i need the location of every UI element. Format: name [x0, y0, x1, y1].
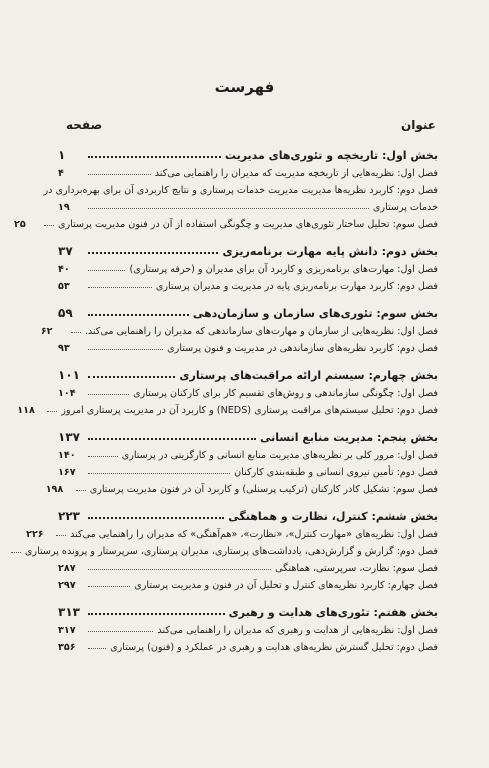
toc-chapter-entry-title: فصل چهارم: کاربرد نظریه‌های کنترل و تحلیل آن در فنون و مدیریت پرستاری [134, 580, 438, 591]
toc-part-heading[interactable] [58, 425, 438, 444]
toc-chapter-entry-title: فصل دوم: تحلیل گسترش نظریه‌های هدایت و رهبری در عملکرد و (فنون) پرستاری [110, 642, 438, 653]
toc-chapter-entry[interactable] [58, 258, 438, 275]
dot-leader [88, 349, 163, 350]
toc-chapter-entry-title: فصل دوم: گزارش و گزارش‌دهی، یادداشت‌های پرستاری، مدیران پرستاری، سرپرستار و پرونده پرستاری [24, 546, 438, 557]
toc-section [58, 239, 438, 292]
toc-chapter-entry[interactable] [58, 461, 438, 478]
toc-part-heading-title: بخش اول: تاریخچه و تئوری‌های مدیریت [224, 149, 438, 162]
dot-leader [88, 314, 189, 316]
toc-chapter-entry-title: فصل دوم: تحلیل سیستم‌های مراقبت پرستاری (NEDS) و کاربرد آن در مدیریت پرستاری امروز [61, 405, 438, 416]
toc-chapter-entry[interactable] [24, 540, 438, 557]
toc-chapter-entry-page-number: ۴۰ [58, 264, 70, 275]
toc-section [17, 363, 438, 416]
dot-leader [88, 613, 225, 615]
toc-part-heading-page-number: ۱ [58, 148, 66, 162]
toc-chapter-entry-page-number: ۱۹۸ [45, 484, 64, 495]
dot-leader [88, 456, 118, 457]
toc-chapter-entry-title: خدمات پرستاری [372, 202, 438, 213]
dot-leader [88, 438, 256, 440]
toc-chapter-entry-page-number [0, 546, 7, 557]
dot-leader [88, 174, 151, 175]
dot-leader [71, 332, 81, 333]
toc-chapter-entry[interactable] [58, 382, 438, 399]
toc-chapter-entry-title: فصل اول: نظریه‌هایی از هدایت و رهبری که مدیران را راهنمایی می‌کند [157, 625, 438, 636]
toc-chapter-entry[interactable] [17, 399, 438, 416]
toc-chapter-entry-title: فصل سوم: نظارت، سرپرستی، هماهنگی [275, 563, 438, 574]
toc-chapter-entry[interactable] [58, 619, 438, 636]
toc-chapter-entry-page-number: ۶۲ [40, 326, 53, 337]
toc-chapter-entry-title: فصل اول: نظریه‌های «مهارت کنترل»، «نظارت»، «هم‌آهنگی» که مدیران را راهنمایی می‌کند [70, 529, 438, 540]
dot-leader [88, 287, 152, 288]
dot-leader [88, 631, 153, 632]
toc-chapter-entry-title: فصل اول: چگونگی سازماندهی و روش‌های تقسیم کار برای کارکنان پرستاری [133, 388, 438, 399]
dot-leader [88, 517, 224, 519]
toc-chapter-entry-page-number: ۳۵۶ [58, 642, 76, 653]
toc-chapter-entry[interactable] [58, 636, 438, 653]
dot-leader [88, 648, 106, 649]
dot-leader [76, 490, 86, 491]
dot-leader [44, 225, 54, 226]
toc-chapter-entry[interactable] [58, 557, 438, 574]
toc-part-heading-title: بخش ششم: کنترل، نظارت و هماهنگی [228, 510, 438, 523]
toc-section [45, 425, 438, 495]
toc-chapter-entry-title: فصل دوم: کاربرد نظریه‌های سازماندهی در مدیریت و فنون پرستاری [167, 343, 438, 354]
dot-leader [88, 394, 129, 395]
toc-header [66, 118, 436, 132]
dot-leader [88, 473, 230, 474]
toc-chapter-entry[interactable] [26, 523, 438, 540]
toc-chapter-entry[interactable] [43, 179, 438, 196]
toc-part-heading-page-number: ۳۱۳ [58, 605, 80, 619]
toc-section [24, 504, 438, 591]
toc-part-heading[interactable] [58, 239, 438, 258]
toc-chapter-entry[interactable] [58, 275, 438, 292]
toc-chapter-entry[interactable] [58, 196, 438, 213]
toc-chapter-entry[interactable] [40, 320, 438, 337]
toc-chapter-entry[interactable] [58, 444, 438, 461]
toc-chapter-entry-page-number: ۱۶۷ [58, 467, 76, 478]
toc-chapter-entry-page-number: ۳۱۷ [58, 625, 76, 636]
toc-chapter-entry-page-number: ۵۳ [58, 281, 70, 292]
dot-leader [11, 552, 21, 553]
toc-chapter-entry[interactable] [58, 574, 438, 591]
toc-chapter-entry-title: فصل اول: نظریه‌هایی از تاریخچه مدیریت که مدیران را راهنمایی می‌کند [154, 168, 438, 179]
dot-leader [88, 156, 221, 158]
toc-part-heading-title: بخش دوم: دانش پایه مهارت برنامه‌ریزی [222, 245, 438, 258]
page-title: فهرست [214, 78, 275, 96]
dot-leader [88, 208, 369, 209]
page-column-heading: صفحه [66, 118, 103, 132]
toc-chapter-entry-page-number: ۱۹ [58, 202, 70, 213]
dot-leader [88, 586, 130, 587]
table-of-contents [13, 143, 438, 662]
toc-chapter-entry-title: فصل دوم: کاربرد مهارت برنامه‌ریزی پایه در مدیریت و مدیران پرستاری [155, 281, 438, 292]
toc-chapter-entry[interactable] [58, 162, 438, 179]
dot-leader [88, 252, 218, 254]
toc-section [58, 600, 438, 653]
toc-chapter-entry-page-number: ۲۲۶ [26, 529, 44, 540]
toc-part-heading-page-number: ۱۰۱ [58, 368, 80, 382]
dot-leader [88, 376, 175, 378]
toc-part-heading[interactable] [58, 301, 438, 320]
toc-chapter-entry-page-number: ۱۰۴ [58, 388, 76, 399]
toc-chapter-entry[interactable] [45, 478, 438, 495]
title-column-heading: عنوان [401, 118, 436, 132]
dot-leader [88, 270, 125, 271]
toc-part-heading-title: بخش هفتم: تئوری‌های هدایت و رهبری [228, 606, 438, 619]
toc-chapter-entry[interactable] [13, 213, 438, 230]
toc-part-heading[interactable] [58, 504, 438, 523]
dot-leader [88, 569, 271, 570]
toc-chapter-entry-title: فصل دوم: تأمین نیروی انسانی و طبقه‌بندی کارکنان [234, 467, 438, 478]
toc-part-heading-page-number: ۳۷ [58, 244, 73, 258]
toc-chapter-entry-title: فصل اول: نظریه‌هایی از سازمان و مهارت‌های سازماندهی که مدیران را راهنمایی می‌کند. [84, 326, 438, 337]
toc-chapter-entry-title: فصل سوم: تحلیل ساختار تئوری‌های مدیریت و چگونگی استفاده از آن در فنون مدیریت پرستاری [57, 219, 438, 230]
dot-leader [47, 411, 57, 412]
toc-part-heading-page-number: ۵۹ [58, 306, 73, 320]
toc-section [40, 301, 438, 354]
toc-part-heading-page-number: ۲۲۳ [58, 509, 80, 523]
toc-chapter-entry-title: فصل اول: مرور کلی بر نظریه‌های مدیریت منابع انسانی و کارگزینی در پرستاری [121, 450, 438, 461]
toc-part-heading[interactable] [58, 143, 438, 162]
toc-chapter-entry-title: فصل سوم: تشکیل کادر کارکنان (ترکیب پرسنلی) و کاربرد آن در فنون مدیریت پرستاری [89, 484, 438, 495]
toc-chapter-entry-page-number: ۱۱۸ [17, 405, 35, 416]
toc-part-heading[interactable] [58, 363, 438, 382]
toc-chapter-entry-page-number: ۲۵ [13, 219, 26, 230]
toc-part-heading-page-number: ۱۳۷ [58, 430, 80, 444]
toc-chapter-entry[interactable] [58, 337, 438, 354]
toc-part-heading-title: بخش سوم: تئوری‌های سازمان و سازمان‌دهی [192, 307, 438, 320]
toc-chapter-entry-page-number: ۱۴۰ [58, 450, 76, 461]
toc-part-heading-title: بخش چهارم: سیستم ارائه مراقبت‌های پرستاری [179, 369, 438, 382]
toc-chapter-entry-page-number: ۴ [58, 168, 64, 179]
toc-part-heading[interactable] [58, 600, 438, 619]
toc-part-heading-title: بخش پنجم: مدیریت منابع انسانی [260, 431, 438, 444]
dot-leader [56, 535, 66, 536]
toc-chapter-entry-page-number: ۲۸۷ [58, 563, 76, 574]
toc-chapter-entry-title: فصل دوم: کاربرد نظریه‌ها مدیریت مدیریت خدمات پرستاری و نتایج کاربردی آن برای بهره‌برداری در [43, 185, 438, 196]
toc-section [13, 143, 438, 230]
toc-chapter-entry-title: فصل اول: مهارت‌های برنامه‌ریزی و کاربرد آن برای مدیران و (حرفه پرستاری) [129, 264, 438, 275]
toc-chapter-entry-page-number: ۹۳ [58, 343, 70, 354]
toc-chapter-entry-page-number: ۲۹۷ [58, 580, 76, 591]
